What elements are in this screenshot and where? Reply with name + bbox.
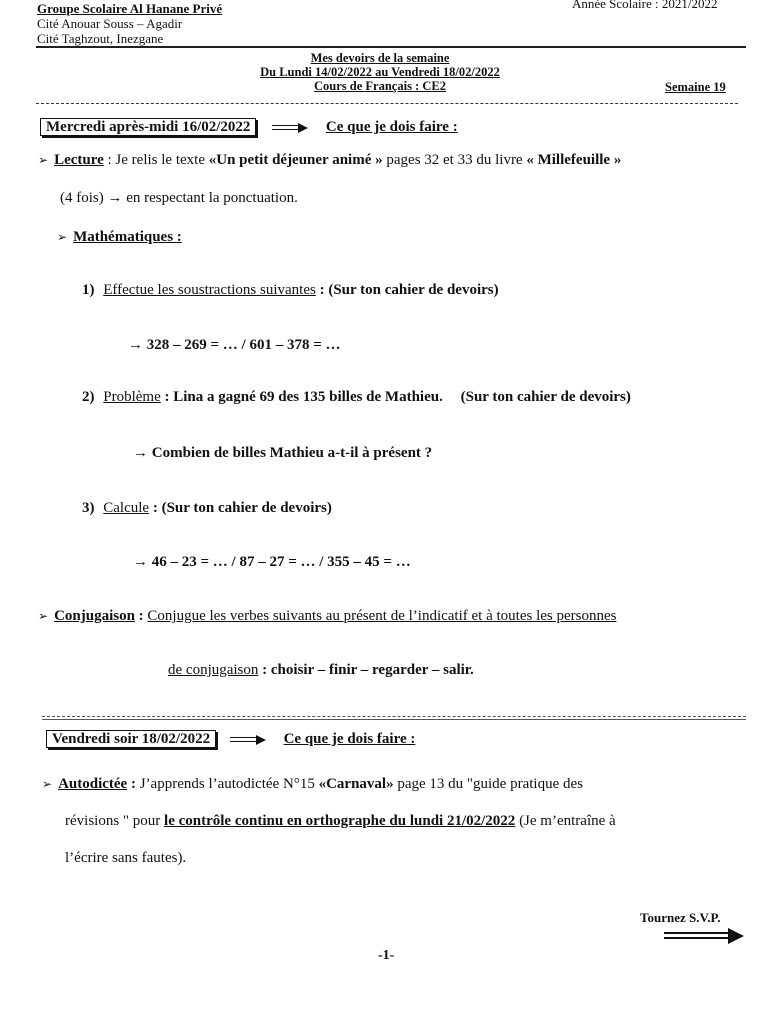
title-line-2: Du Lundi 14/02/2022 au Vendredi 18/02/2022 bbox=[260, 65, 500, 79]
homework-title-block bbox=[200, 51, 560, 93]
school-header bbox=[37, 1, 222, 46]
ex2-number: 2) bbox=[82, 389, 95, 405]
section2-heading bbox=[46, 730, 415, 749]
lecture-title: «Un petit déjeuner animé » bbox=[208, 152, 383, 168]
turn-over-note: Tournez S.V.P. bbox=[640, 910, 721, 925]
lecture-text-1: : Je relis le texte bbox=[103, 152, 209, 168]
double-arrow-icon bbox=[272, 123, 308, 133]
ex3-note: : (Sur ton cahier de devoirs) bbox=[149, 500, 332, 516]
lecture-item bbox=[38, 152, 621, 169]
todo-label-2: Ce que je dois faire : bbox=[283, 731, 416, 747]
conj-sep: : bbox=[134, 608, 148, 624]
day-box-wednesday: Mercredi après-midi 16/02/2022 bbox=[40, 118, 256, 136]
ex3-number: 3) bbox=[82, 500, 95, 516]
auto-line2-c: (Je m’entraîne à bbox=[515, 813, 616, 829]
school-address-1: Cité Anouar Souss – Agadir bbox=[37, 16, 183, 31]
ex1-number: 1) bbox=[82, 282, 95, 298]
school-year: Année Scolaire : 2021/2022 bbox=[572, 0, 718, 11]
ex2-note: (Sur ton cahier de devoirs) bbox=[460, 389, 631, 405]
lecture-text-2: pages 32 et 33 du livre bbox=[382, 152, 527, 168]
auto-text-3: page 13 du "guide pratique des bbox=[393, 776, 583, 792]
math-exercise-1 bbox=[82, 282, 499, 299]
math-heading bbox=[57, 229, 182, 246]
autodictee-item bbox=[42, 776, 583, 793]
day-box-friday: Vendredi soir 18/02/2022 bbox=[46, 730, 216, 748]
ex2-text: : Lina a gagné 69 des 135 billes de Mathieu. bbox=[160, 389, 443, 405]
school-name: Groupe Scolaire Al Hanane Privé bbox=[37, 1, 223, 16]
lecture-label: Lecture bbox=[54, 152, 104, 168]
dashed-separator bbox=[36, 103, 738, 104]
bullet-arrow-icon: ➢ bbox=[38, 153, 49, 167]
conj-verbs: : choisir – finir – regarder – salir. bbox=[258, 662, 474, 678]
math-label: Mathématiques : bbox=[73, 229, 182, 245]
bullet-arrow-icon: ➢ bbox=[57, 230, 68, 244]
bullet-arrow-icon: ➢ bbox=[38, 609, 49, 623]
ex2-question: → Combien de billes Mathieu a-t-il à présent ? bbox=[133, 445, 433, 461]
auto-line2-a: révisions " pour bbox=[65, 813, 165, 829]
ex3-label: Calcule bbox=[103, 500, 150, 516]
header-rule bbox=[36, 46, 746, 48]
title-line-1: Mes devoirs de la semaine bbox=[310, 51, 450, 65]
title-line-3: Cours de Français : CE2 bbox=[314, 79, 446, 93]
ex2-label: Problème bbox=[103, 389, 161, 405]
auto-bold: «Carnaval» bbox=[318, 776, 394, 792]
math-exercise-3 bbox=[82, 500, 332, 517]
auto-text-2: J’apprends l’autodictée N°15 bbox=[139, 776, 319, 792]
autodictee-line-3: l’écrire sans fautes). bbox=[65, 850, 187, 866]
section-separator-line bbox=[42, 719, 746, 720]
turn-over-arrow-icon bbox=[664, 928, 744, 944]
auto-line2-b: le contrôle continu en orthographe du lundi 21/02/2022 bbox=[164, 813, 516, 829]
page-number: -1- bbox=[378, 948, 395, 963]
section-separator bbox=[42, 716, 746, 717]
autodictee-line-2 bbox=[65, 813, 616, 830]
conj-line-2 bbox=[168, 662, 474, 679]
math-exercise-2 bbox=[82, 389, 631, 406]
school-address-2: Cité Taghzout, Inezgane bbox=[37, 31, 164, 46]
lecture-book: « Millefeuille » bbox=[526, 152, 622, 168]
conj-text: Conjugue les verbes suivants au présent de l’indicatif et à toutes les personnes bbox=[147, 608, 617, 624]
conj-line2-label: de conjugaison bbox=[168, 662, 259, 678]
conjugaison-item bbox=[38, 608, 616, 625]
week-label: Semaine 19 bbox=[665, 80, 726, 94]
auto-label: Autodictée bbox=[58, 776, 128, 792]
ex1-note: : (Sur ton cahier de devoirs) bbox=[315, 282, 499, 298]
ex1-operations: → 328 – 269 = … / 601 – 378 = … bbox=[128, 337, 341, 353]
ex3-operations: → 46 – 23 = … / 87 – 27 = … / 355 – 45 = … bbox=[133, 554, 411, 570]
auto-sep: : bbox=[127, 776, 140, 792]
section1-heading bbox=[40, 118, 458, 137]
todo-label: Ce que je dois faire : bbox=[325, 119, 458, 135]
bullet-arrow-icon: ➢ bbox=[42, 777, 53, 791]
lecture-line-2: (4 fois) → en respectant la ponctuation. bbox=[60, 190, 298, 206]
ex1-label: Effectue les soustractions suivantes bbox=[103, 282, 316, 298]
double-arrow-icon bbox=[230, 735, 266, 745]
conj-label: Conjugaison bbox=[54, 608, 135, 624]
